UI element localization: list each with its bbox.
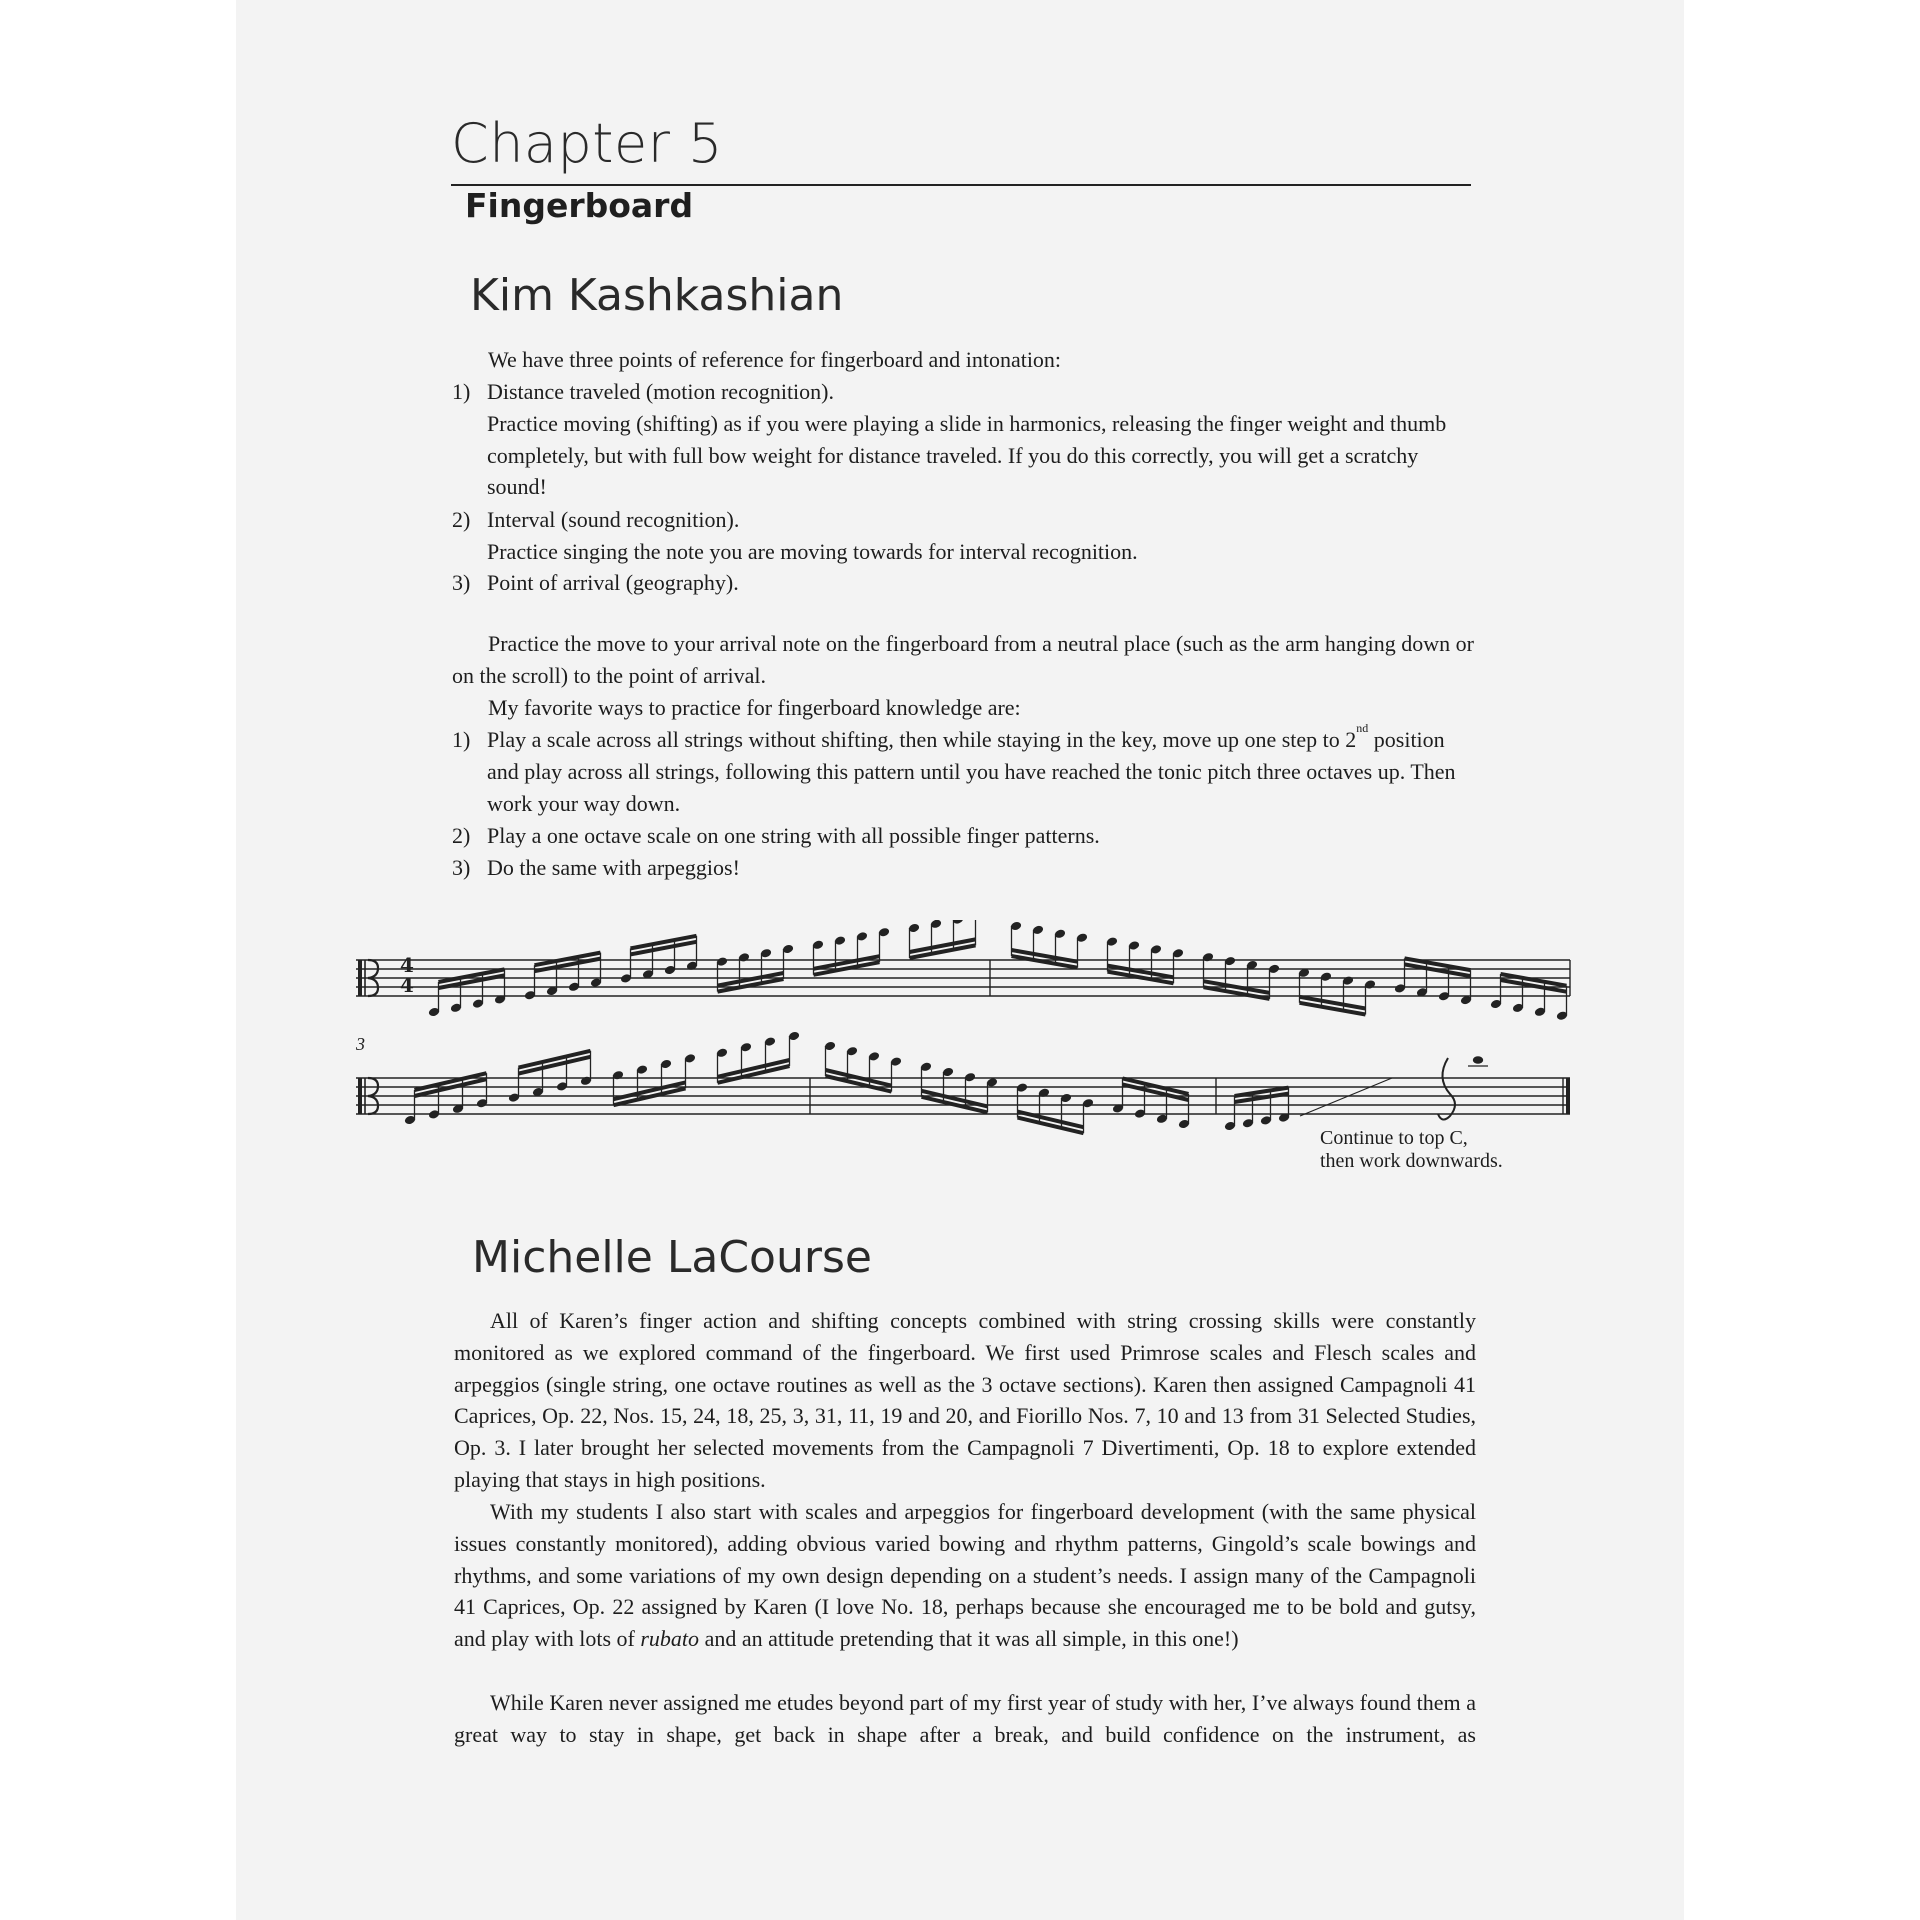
- favorite-item-2: [452, 820, 1472, 852]
- favorite-number: 2): [452, 823, 471, 848]
- favorite-item-3: [452, 852, 1472, 884]
- ordinal-suffix: nd: [1356, 721, 1369, 735]
- point-number: 3): [452, 570, 471, 595]
- point-title: Point of arrival (geography).: [487, 570, 739, 595]
- staff-system-1: [356, 920, 1570, 1021]
- point-item-2: [452, 504, 1472, 568]
- caption-line-1: Continue to top C,: [1320, 1127, 1468, 1149]
- paragraph-text-b: and an attitude pretending that it was all simple, in this one!): [699, 1626, 1239, 1652]
- lacourse-paragraph-1: All of Karen’s finger action and shifting concepts combined with string crossing skills were constantly monitored as we explored command of the fingerboard. We first used Primrose scales and Flesch scales and arpeggios (single string, one octave routines as well as the 3 octave sections). Karen then assigned Campagnoli 41 Caprices, Op. 22, Nos. 15, 24, 18, 25, 3, 31, 11, 19 and 20, and Fiorillo Nos. 7, 10 and 13 from 31 Selected Studies, Op. 3. I later brought her selected movements from the Campagnoli 7 Divertimenti, Op. 18 to explore extended playing that stays in high positions.: [454, 1308, 1476, 1492]
- music-caption: [1320, 1127, 1580, 1173]
- favorite-text-b: position and play across all strings, following this pattern until you have reached the tonic pitch three octaves up. Then work your way down.: [487, 727, 1456, 816]
- lacourse-paragraph-2: [454, 1496, 1476, 1655]
- point-title: Distance traveled (motion recognition).: [487, 379, 834, 404]
- lacourse-paragraph-3: While Karen never assigned me etudes beyond part of my first year of study with her, I’ve always found them a great way to stay in shape, get back in shape after a break, and build confidence on the instrument, as: [454, 1690, 1476, 1747]
- favorites-intro: [452, 692, 1474, 724]
- practice-paragraph: Practice the move to your arrival note on the fingerboard from a neutral place (such as the arm hanging down or on the scroll) to the point of arrival.: [452, 631, 1474, 688]
- point-detail: Practice singing the note you are moving towards for interval recognition.: [487, 538, 1138, 564]
- measure-number: 3: [356, 1034, 365, 1054]
- staff-system-2: [356, 1031, 1570, 1134]
- favorites-intro-text: My favorite ways to practice for fingerboard knowledge are:: [488, 695, 1021, 720]
- rubato-term: rubato: [640, 1626, 700, 1652]
- point-item-3: [452, 567, 1472, 599]
- favorite-number: 1): [452, 727, 471, 752]
- favorite-text-a: Play a scale across all strings without shifting, then while staying in the key, move up one step to 2: [487, 727, 1357, 752]
- favorite-text: Do the same with arpeggios!: [487, 855, 740, 880]
- paragraph-text-a: With my students I also start with scales and arpeggios for fingerboard development (with the same physical issues constantly monitored), adding obvious varied bowing and rhythm patterns, Gingold’s scale bowings and rhythms, and some variations of my own design depending on a student’s needs. I assign many of the Campagnoli 41 Caprices, Op. 22 assigned by Karen (I love No. 18, perhaps because she encouraged me to be bold and gutsy, and play with lots of: [454, 1499, 1476, 1652]
- section-heading-lacourse: Michelle LaCourse: [472, 1232, 872, 1283]
- point-number: 1): [452, 379, 471, 404]
- point-item-1: [452, 376, 1472, 503]
- chapter-number: Chapter 5: [451, 112, 723, 175]
- point-title: Interval (sound recognition).: [487, 507, 740, 532]
- section-heading-kashkashian: Kim Kashkashian: [470, 270, 844, 321]
- intro-text: We have three points of reference for fingerboard and intonation:: [488, 347, 1062, 372]
- time-signature-bottom: 4: [400, 973, 414, 997]
- point-number: 2): [452, 507, 471, 532]
- chapter-title: Fingerboard: [465, 186, 694, 225]
- intro-paragraph: [452, 344, 1474, 376]
- favorite-number: 3): [452, 855, 471, 880]
- point-detail: Practice moving (shifting) as if you were playing a slide in harmonics, releasing the finger weight and thumb completely, but with full bow weight for distance traveled. If you do this correctly, you will get a scratchy sound!: [487, 410, 1447, 500]
- favorite-text: Play a one octave scale on one string with all possible finger patterns.: [487, 823, 1100, 848]
- time-signature-top: 4: [400, 953, 414, 977]
- favorite-item-1: [452, 721, 1472, 819]
- caption-line-2: then work downwards.: [1320, 1150, 1503, 1172]
